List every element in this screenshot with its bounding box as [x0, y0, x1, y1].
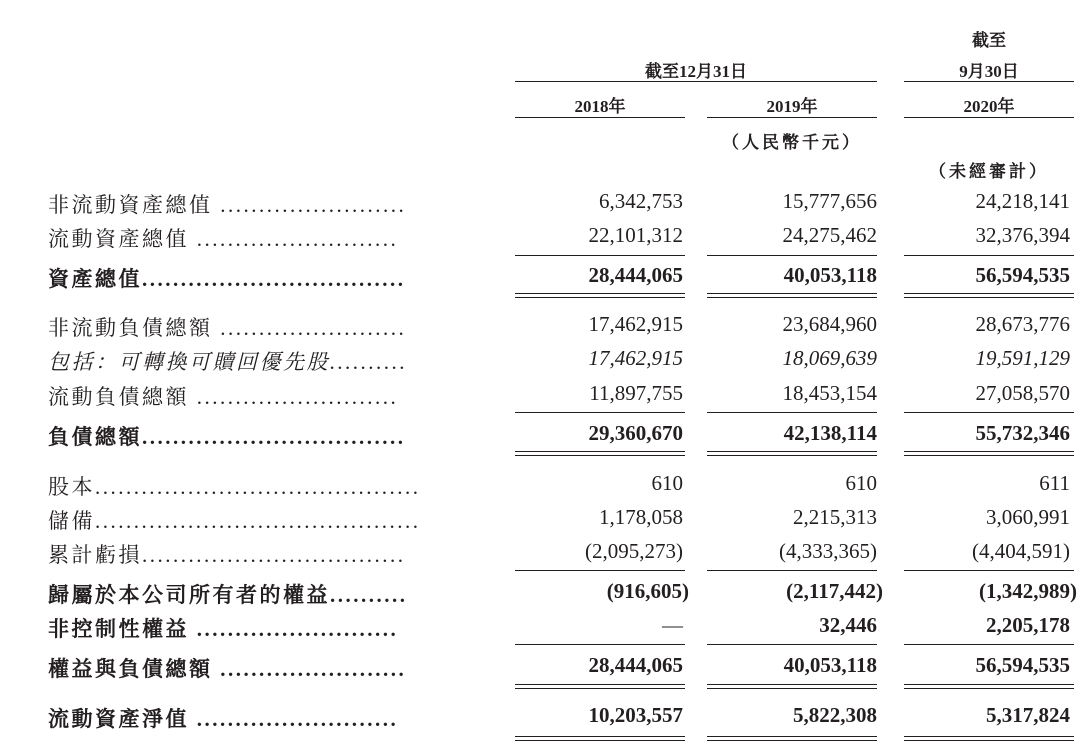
subtotal-line-2018 — [515, 570, 685, 571]
value-2018: 1,178,058 — [599, 505, 683, 529]
value-2020: 2,205,178 — [986, 613, 1070, 637]
value-2019: 23,684,960 — [782, 312, 877, 336]
value-2020: 5,317,824 — [986, 703, 1070, 727]
row-label: 流動資產總值 .......................... — [48, 227, 399, 251]
row-label: 負債總額.................................. — [48, 425, 406, 449]
total-double-line-2020 — [904, 736, 1074, 741]
table-row-total-assets — [0, 258, 1080, 292]
unit-note: （人民幣千元） — [722, 133, 862, 152]
value-2019: 18,069,639 — [782, 346, 877, 370]
column-header-2018: 2018年 — [574, 97, 626, 116]
table-row-equity-attributable — [0, 574, 1080, 608]
value-2020: 28,673,776 — [975, 312, 1070, 336]
value-2019: 42,138,114 — [783, 421, 877, 445]
subtotal-line-2019 — [707, 644, 877, 645]
table-row-net-current-assets — [0, 698, 1080, 732]
value-2020: 611 — [1039, 471, 1070, 495]
row-label: 流動負債總額 .......................... — [48, 385, 399, 409]
table-row-non-current-liabilities — [0, 307, 1080, 341]
value-2019: (2,117,442) — [786, 579, 883, 603]
subtotal-line-2019 — [707, 412, 877, 413]
value-2019: 40,053,118 — [783, 263, 877, 287]
period-group-label: 截至12月31日 — [645, 62, 747, 81]
value-2020: 32,376,394 — [975, 223, 1070, 247]
row-label: 非流動負債總額 ........................ — [48, 316, 407, 340]
value-2020: (4,404,591) — [972, 539, 1070, 563]
interim-period-underline — [904, 81, 1074, 82]
value-2019: 15,777,656 — [782, 189, 877, 213]
value-2018: 11,897,755 — [589, 381, 683, 405]
value-2019: (4,333,365) — [779, 539, 877, 563]
total-double-line-2020 — [904, 684, 1074, 689]
value-2018: 22,101,312 — [588, 223, 683, 247]
table-row-current-liabilities — [0, 376, 1080, 410]
table-row-current-assets — [0, 218, 1080, 252]
value-2020: 3,060,991 — [986, 505, 1070, 529]
table-row-non-controlling-interests — [0, 608, 1080, 642]
value-2018: 610 — [651, 471, 683, 495]
subtotal-line-2019 — [707, 255, 877, 256]
value-2019: 32,446 — [819, 613, 877, 637]
subtotal-line-2018 — [515, 412, 685, 413]
value-2019: 2,215,313 — [793, 505, 877, 529]
value-2018: 28,444,065 — [588, 263, 683, 287]
total-double-line-2019 — [707, 451, 877, 456]
total-double-line-2020 — [904, 451, 1074, 456]
interim-period-label-line1: 截至 — [972, 31, 1006, 50]
period-group-underline — [515, 81, 877, 82]
table-row-total-liabilities — [0, 416, 1080, 450]
row-label: 儲備.......................................... — [48, 509, 421, 533]
row-label: 累計虧損.................................. — [48, 543, 406, 567]
subtotal-line-2018 — [515, 255, 685, 256]
table-row-accumulated-losses — [0, 534, 1080, 568]
total-double-line-2020 — [904, 293, 1074, 298]
total-double-line-2018 — [515, 684, 685, 689]
table-row-reserves — [0, 500, 1080, 534]
table-row-total-equity-liabilities — [0, 648, 1080, 682]
value-2020: (1,342,989) — [979, 579, 1077, 603]
column-header-2020: 2020年 — [963, 97, 1015, 116]
row-label: 包括：可轉換可贖回優先股.......... — [48, 350, 408, 374]
subtotal-line-2020 — [904, 412, 1074, 413]
value-2019: 610 — [845, 471, 877, 495]
value-2019: 18,453,154 — [782, 381, 877, 405]
value-2020: 19,591,129 — [975, 346, 1070, 370]
subtotal-line-2019 — [707, 570, 877, 571]
value-2018: (916,605) — [606, 579, 689, 603]
row-label: 歸屬於本公司所有者的權益.......... — [48, 583, 408, 607]
column-header-2019: 2019年 — [766, 97, 818, 116]
total-double-line-2018 — [515, 293, 685, 298]
total-double-line-2019 — [707, 736, 877, 741]
value-2018: 28,444,065 — [588, 653, 683, 677]
value-2020: 27,058,570 — [975, 381, 1070, 405]
value-2018: 29,360,670 — [588, 421, 683, 445]
value-2020: 55,732,346 — [975, 421, 1070, 445]
total-double-line-2018 — [515, 736, 685, 741]
audit-note: （未經審計） — [929, 162, 1049, 181]
value-2018: 17,462,915 — [588, 312, 683, 336]
value-2020: 24,218,141 — [975, 189, 1070, 213]
value-2019: 24,275,462 — [782, 223, 877, 247]
row-label: 非流動資產總值 ........................ — [48, 193, 407, 217]
column-header-underline-2018 — [515, 117, 685, 118]
value-2018: — — [662, 613, 683, 637]
table-row-preferred-shares — [0, 341, 1080, 375]
value-2019: 40,053,118 — [783, 653, 877, 677]
row-label: 權益與負債總額 ........................ — [48, 657, 407, 681]
table-row-non-current-assets — [0, 184, 1080, 218]
row-label: 非控制性權益 .......................... — [48, 617, 399, 641]
subtotal-line-2020 — [904, 570, 1074, 571]
row-label: 資產總值.................................. — [48, 267, 406, 291]
row-label: 股本.......................................... — [48, 475, 421, 499]
total-double-line-2018 — [515, 451, 685, 456]
table-row-share-capital — [0, 466, 1080, 500]
subtotal-line-2018 — [515, 644, 685, 645]
subtotal-line-2020 — [904, 255, 1074, 256]
value-2020: 56,594,535 — [975, 263, 1070, 287]
subtotal-line-2020 — [904, 644, 1074, 645]
value-2018: 17,462,915 — [588, 346, 683, 370]
total-double-line-2019 — [707, 684, 877, 689]
interim-period-label-line2: 9月30日 — [959, 62, 1019, 81]
value-2019: 5,822,308 — [793, 703, 877, 727]
value-2018: (2,095,273) — [585, 539, 683, 563]
value-2018: 10,203,557 — [588, 703, 683, 727]
value-2018: 6,342,753 — [599, 189, 683, 213]
column-header-underline-2020 — [904, 117, 1074, 118]
value-2020: 56,594,535 — [975, 653, 1070, 677]
column-header-underline-2019 — [707, 117, 877, 118]
row-label: 流動資產淨值 .......................... — [48, 707, 399, 731]
total-double-line-2019 — [707, 293, 877, 298]
